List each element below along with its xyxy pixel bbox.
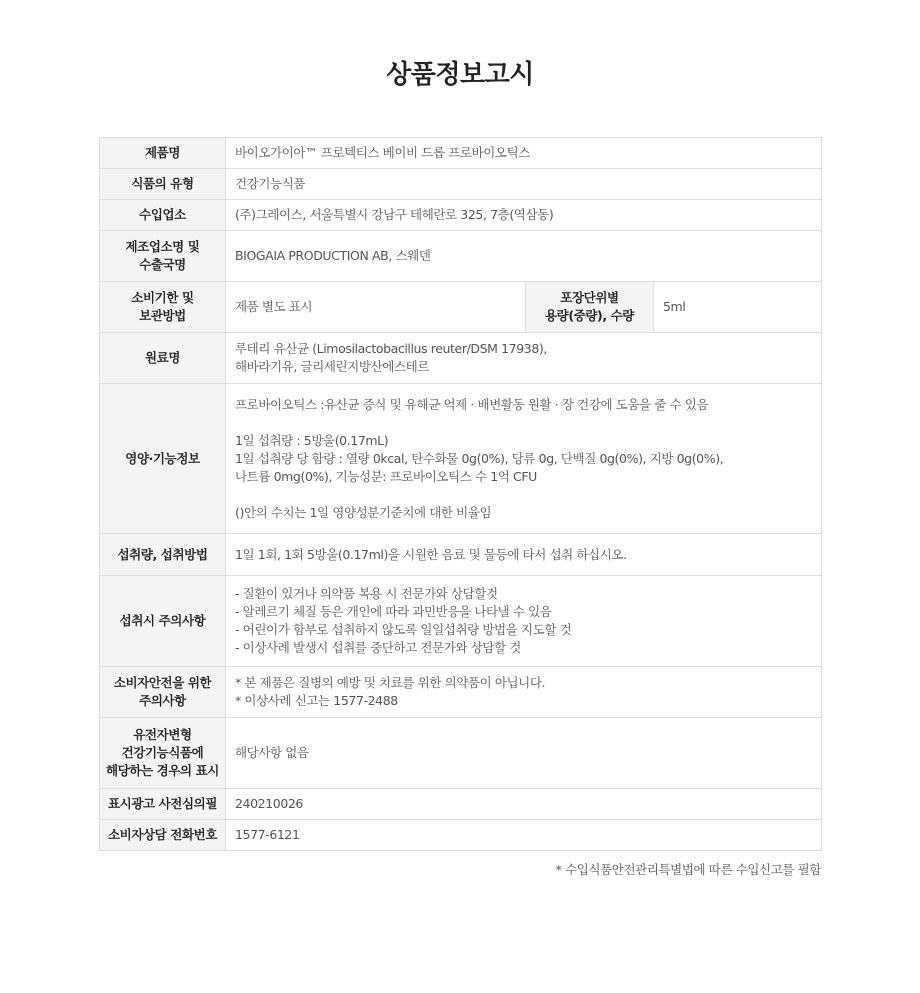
table-row — [100, 718, 822, 789]
table-row — [100, 667, 822, 718]
row-value-manufacturer: BIOGAIA PRODUCTION AB, 스웨덴 — [226, 231, 822, 282]
row-label-consumer-safety — [100, 667, 226, 718]
row-value-nutrition — [226, 384, 822, 534]
row-label-food-type: 식품의 유형 — [100, 169, 226, 200]
row-value-package-volume: 5ml — [654, 282, 822, 333]
row-value-caution — [226, 576, 822, 667]
row-label-importer: 수입업소 — [100, 200, 226, 231]
consumer-safety-line: * 이상사례 신고는 1577-2488 — [235, 693, 398, 708]
nutrition-line: 1일 섭취량 당 함량 : 열량 0kcal, 탄수화물 0g(0%), 당류 0g, 단백질 0g(0%), 지방 0g(0%), — [235, 450, 724, 466]
consumer-safety-line: * 본 제품은 질병의 예방 및 치료를 위한 의약품이 아닙니다. — [235, 675, 546, 690]
row-label-manufacturer — [100, 231, 226, 282]
row-value-importer: (주)그레이스, 서울특별시 강남구 테헤란로 325, 7층(역삼동) — [226, 200, 822, 231]
caution-line: - 어린이가 함부로 섭취하지 않도록 일일섭취량 방법을 지도할 것 — [235, 622, 572, 637]
row-value-ad-review: 240210026 — [226, 789, 822, 820]
table-row — [100, 820, 822, 851]
label-line: 포장단위별 — [560, 290, 619, 305]
row-label-ad-review: 표시광고 사전심의필 — [100, 789, 226, 820]
row-label-intake: 섭취량, 섭취방법 — [100, 534, 226, 576]
row-label-nutrition: 영양·기능정보 — [100, 384, 226, 534]
row-value-expiry: 제품 별도 표시 — [226, 282, 526, 333]
row-label-caution: 섭취시 주의사항 — [100, 576, 226, 667]
row-label-package-volume — [526, 282, 654, 333]
label-line: 해당하는 경우의 표시 — [106, 763, 219, 778]
nutrition-line: 1일 섭취량 : 5방울(0.17mL) — [235, 432, 389, 448]
row-value-ingredients — [226, 333, 822, 384]
nutrition-line: ()안의 수치는 1일 영양성분기준치에 대한 비율임 — [235, 504, 492, 520]
caution-line: - 이상사례 발생시 섭취를 중단하고 전문가와 상담할 것 — [235, 640, 521, 655]
caution-line: - 질환이 있거나 의약품 복용 시 전문가와 상담할것 — [235, 586, 498, 601]
row-value-product-name: 바이오가이아™ 프로텍티스 베이비 드롭 프로바이오틱스 — [226, 138, 822, 169]
ingredients-line: 루테리 유산균 (Limosilactobacillus reuter/DSM 17938), — [235, 341, 547, 356]
label-line: 용량(중량), 수량 — [545, 308, 634, 323]
row-label-product-name: 제품명 — [100, 138, 226, 169]
row-label-consumer-phone: 소비자상담 전화번호 — [100, 820, 226, 851]
row-value-gmo: 해당사항 없음 — [226, 718, 822, 789]
table-row — [100, 231, 822, 282]
label-line: 주의사항 — [139, 693, 186, 708]
nutrition-line: 프로바이오틱스 :유산균 증식 및 유해균 억제 · 배변활동 원활 · 장 건강에 도움을 줄 수 있음 — [235, 396, 709, 412]
spacer — [235, 486, 812, 504]
table-row — [100, 282, 822, 333]
table-row — [100, 384, 822, 534]
label-line: 제조업소명 및 — [125, 239, 200, 254]
row-label-expiry — [100, 282, 226, 333]
row-label-ingredients: 원료명 — [100, 333, 226, 384]
row-value-intake: 1일 1회, 1회 5방울(0.17ml)을 시원한 음료 및 물등에 타서 섭취 하십시오. — [226, 534, 822, 576]
table-row — [100, 333, 822, 384]
page-title: 상품정보고시 — [386, 60, 534, 90]
product-info-table — [99, 137, 822, 851]
row-value-consumer-phone: 1577-6121 — [226, 820, 822, 851]
table-row — [100, 534, 822, 576]
table-row — [100, 169, 822, 200]
table-row — [100, 138, 822, 169]
label-line: 소비기한 및 — [131, 290, 194, 305]
row-label-gmo — [100, 718, 226, 789]
label-line: 보관방법 — [139, 308, 186, 323]
caution-line: - 알레르기 체질 등은 개인에 따라 과민반응을 나타낼 수 있음 — [235, 604, 552, 619]
label-line: 수출국명 — [139, 257, 186, 272]
table-row — [100, 576, 822, 667]
table-row — [100, 789, 822, 820]
nutrition-line: 나트륨 0mg(0%), 기능성분: 프로바이오틱스 수 1억 CFU — [235, 468, 537, 484]
row-value-food-type: 건강기능식품 — [226, 169, 822, 200]
label-line: 건강기능식품에 — [121, 745, 204, 760]
label-line: 유전자변형 — [133, 727, 192, 742]
ingredients-line: 해바라기유, 글리세린지방산에스테르 — [235, 359, 429, 374]
row-value-consumer-safety — [226, 667, 822, 718]
spacer — [235, 414, 812, 432]
import-footnote: * 수입식품안전관리특별법에 따른 수입신고를 필함 — [555, 862, 821, 877]
table-row — [100, 200, 822, 231]
label-line: 소비자안전을 위한 — [113, 675, 212, 690]
